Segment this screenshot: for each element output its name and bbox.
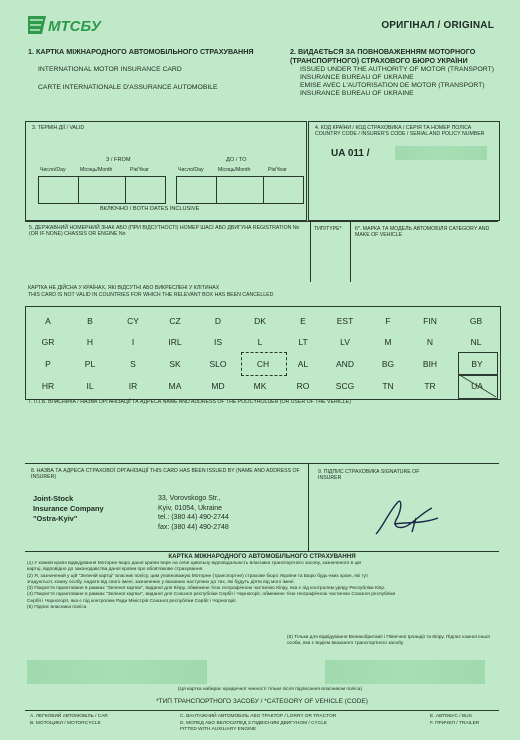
country-i: I (131, 337, 135, 347)
insurer-address-line-2: Kyiv, 01054, Ukraine (158, 504, 223, 512)
country-p: P (45, 359, 51, 369)
footer-title: КАРТКА МІЖНАРОДНОГО АВТОМОБІЛЬНОГО СТРАХУВАННЯ (168, 553, 356, 560)
category-a: A. ЛЕГКОВИЙ АВТОМОБІЛЬ / CAR (30, 714, 108, 719)
category-b: B. МОТОЦИКЛ / MOTORCYCLE (30, 721, 101, 726)
original-label: ОРИГІНАЛ / ORIGINAL (381, 20, 494, 31)
insurer-name (33, 494, 104, 524)
country-tr: TR (424, 381, 436, 391)
country-l: L (257, 337, 263, 347)
insurer-address-line-4: fax: (380 44) 490-2748 (158, 523, 229, 531)
validity-box (25, 121, 307, 221)
footer-note-5: (3) Покриття гарантоване в рамках "Зеленої картки", виданої для Кіпру, обмежене тією географічною частиною Кіпру, яка є під контролем уряду Республіки Кіпр. (27, 586, 386, 592)
policy-code-value: UA 011 / (331, 148, 370, 159)
footer-note-6: (4) Покриття гарантоване в рамках "Зеленої картки", виданої для Союзної республіки Сербії і Чорногорії, обмежене тією географічною частиною Союзної республіки (27, 592, 396, 598)
insurer-address-line-1: 33, Vorovskogo Str., (158, 495, 221, 502)
country-nl: NL (470, 337, 482, 347)
category-c: C. ВАНТАЖНИЙ АВТОМОБІЛЬ АБО ТРАКТОР / LORRY OR TRACTOR (180, 714, 337, 719)
country-m: M (384, 337, 392, 347)
country-est: EST (336, 316, 354, 326)
to-date-fields (176, 176, 304, 204)
countries-note-en: THIS CARD IS NOT VALID IN COUNTRIES FOR WHICH THE RELEVANT BOX HAS BEEN CANCELLED (28, 292, 274, 298)
vehicle-category-divider (25, 710, 499, 711)
footer-note-2: картці, відповідно до законодавства даної країни про обов'язкове страхування. (27, 567, 204, 573)
to-label: ДО / TO (226, 157, 247, 163)
vehicle-type-label: ТИП/TYPE* (314, 226, 342, 232)
country-gr: GR (41, 337, 55, 347)
issued-ua: 2. ВИДАЄТЬСЯ ЗА ПОВНОВАЖЕННЯМ МОТОРНОГО (ТРАНСПОРТНОГО) СТРАХОВОГО БЮРО УКРАЇНИ (290, 47, 476, 65)
card-title-fr: CARTE INTERNATIONALE D'ASSURANCE AUTOMOBILE (38, 84, 218, 91)
holder-signature-redacted (27, 660, 207, 684)
country-b: B (87, 316, 93, 326)
country-ro: RO (296, 381, 310, 391)
insurer-address (158, 494, 229, 532)
category-e: E. АВТОБУС / BUS (430, 714, 472, 719)
to-year-label: Рік/Year (268, 167, 287, 173)
from-date-fields (38, 176, 166, 204)
inclusive-label: ВКЛЮЧНО / BOTH DATES INCLUSIVE (100, 206, 200, 212)
footer-notes (27, 561, 497, 611)
country-n: N (426, 337, 434, 347)
category-f: F. ПРИЧЕП / TRAILER (430, 721, 480, 726)
from-label: З / FROM (106, 157, 131, 163)
to-day-label: Число/Day (178, 167, 204, 173)
footer-note-6-uk-cyprus: (6) Тільки для відвідування Великобританії і Північної Ірландії та Кіпру. Підпис кожної іншої особи, яка є водієм вказаного транспортного засобу (287, 635, 490, 647)
country-pl: PL (84, 359, 96, 369)
policy-number-redacted (395, 146, 487, 160)
country-is: IS (213, 337, 223, 347)
country-cy: CY (127, 316, 139, 326)
footer-note-7: Сербії і Чорногорії, яка є під контролем Ради Міністрів Союзної республіки Сербії і Чорногорії. (27, 598, 237, 604)
issued-en: ISSUED UNDER THE AUTHORITY OF MOTOR (TRANSPORT) INSURANCE BUREAU OF UKRAINE (300, 66, 494, 81)
country-e: E (300, 316, 306, 326)
category-d: D. МОПЕД АБО ВЕЛОСИПЕД З ПІДВІСНИМ ДВИГУНОМ / CYCLE FITTED WITH AUXILIARY ENGINE (180, 721, 328, 733)
insurer-label: 8. НАЗВА ТА АДРЕСА СТРАХОВОЇ ОРГАНІЗАЦІЇ THIS CARD HAS BEEN ISSUED BY (NAME AND ADDRESS OF INSURER) (31, 468, 300, 481)
country-sk: SK (169, 359, 181, 369)
card-title-ua: 1. КАРТКА МІЖНАРОДНОГО АВТОМОБІЛЬНОГО СТРАХУВАННЯ (28, 47, 254, 56)
country-il: IL (86, 381, 94, 391)
country-bih: BIH (422, 359, 438, 369)
country-a: A (45, 316, 51, 326)
footer-note-4: згадуються, кожну особу, надати від свого імені, зазначених у вказаних наступних до тих, які будуть діяти від мого імені. (27, 579, 295, 585)
country-lt: LT (298, 337, 308, 347)
signature-label: 9. ПІДПИС СТРАХОВИКА SIGNATURE OF INSURER (318, 469, 420, 482)
country-s: S (130, 359, 136, 369)
country-scg: SCG (335, 381, 355, 391)
from-day-label: Число/Day (40, 167, 66, 173)
logo-text: МТСБУ (48, 18, 101, 35)
to-month-label: Місяць/Month (218, 167, 251, 173)
country-hr: HR (41, 381, 55, 391)
issued-fr: EMISE AVEC L'AUTORISATION DE MOTOR (TRANSPORT) INSURANCE BUREAU OF UKRAINE (300, 82, 485, 97)
country-md: MD (211, 381, 225, 391)
country-ir: IR (128, 381, 138, 391)
country-fin: FIN (423, 316, 437, 326)
country-mk: MK (253, 381, 267, 391)
country-ma: MA (168, 381, 182, 391)
country-bg: BG (381, 359, 395, 369)
country-and: AND (336, 359, 354, 369)
validity-label: 3. ТЕРМІН ДІЇ / VALID (32, 125, 85, 131)
country-grid (25, 306, 501, 400)
insurer-name-line-1: Joint-Stock (33, 494, 74, 503)
card-title-en: INTERNATIONAL MOTOR INSURANCE CARD (38, 66, 182, 73)
country-h: H (86, 337, 94, 347)
driver-signature-redacted (325, 660, 485, 684)
policyholder-label: 7. П.І.Б. ВЛАСНИКА / НАЗВА ОРГАНІЗАЦІЇ ТА АДРЕСА NAME AND ADDRESS OF THE POLICYHOLDER (OR USER OF THE VEHICLE) (28, 399, 351, 405)
insurer-name-line-3: "Ostra-Kyiv" (33, 514, 78, 523)
insurer-address-line-3: tel.: (380 44) 490-2744 (158, 514, 229, 522)
country-ua: UA (471, 381, 483, 391)
footer-note-8: (5) Підпис власника поліса (27, 605, 87, 611)
insurer-name-line-2: Insurance Company (33, 504, 104, 513)
country-slo: SLO (209, 359, 227, 369)
country-ch: CH (256, 359, 270, 369)
vehicle-category-title: *ТИП ТРАНСПОРТНОГО ЗАСОБУ / *CATEGORY OF VEHICLE (CODE) (156, 698, 368, 705)
countries-note-ua: КАРТКА НЕ ДІЙСНА У КРАЇНАХ, ЯКІ ВІДСУТНІ АБО ВИКРЕСЛЕНІ У КЛІТИНАХ (28, 285, 220, 291)
country-al: AL (297, 359, 309, 369)
footer-note-1: (1) У кожній країні відвідування Моторне бюро даної країни бере на себе цивільну відповідальність власника транспортного засобу, зазначеного в цій (27, 561, 361, 566)
registration-row (25, 221, 498, 282)
footer-section (25, 551, 499, 712)
country-gb: GB (469, 316, 483, 326)
footer-note-3: (2) Я, зазначений у цій "Зеленій картці" власник полісу, цим уповноважую Моторне (транспортне) страхове бюро України та Бюро будь-яких країн, які тут (27, 573, 369, 579)
policy-code-box (308, 121, 500, 221)
insurer-signature (372, 488, 442, 543)
footer-sign-note: (Ця картка набирає юридичної чинності тільки після підписання власником поліса) (177, 687, 363, 692)
registration-label: 5. ДЕРЖАВНИЙ НОМЕРНИЙ ЗНАК АБО (ПРИ ВІДСУТНОСТІ) НОМЕР ШАСІ АБО ДВИГУНА REGISTRATION No (OR IF NONE) CHASSIS OR ENGINE No (29, 225, 300, 238)
mtsbu-logo (28, 14, 106, 36)
from-year-label: Рік/Year (130, 167, 149, 173)
country-irl: IRL (168, 337, 182, 347)
country-lv: LV (340, 337, 350, 347)
from-month-label: Місяць/Month (80, 167, 113, 173)
vehicle-make-label: 6*. МАРКА ТА МОДЕЛЬ АВТОМОБІЛЯ CATEGORY AND MAKE OF VEHICLE (355, 226, 490, 239)
country-tn: TN (382, 381, 394, 391)
country-dk: DK (254, 316, 266, 326)
country-f: F (385, 316, 391, 326)
country-d: D (214, 316, 222, 326)
policy-code-label: 4. КОД КРАЇНИ / КОД СТРАХОВИКА / СЕРІЯ ТА НОМЕР ПОЛІСА COUNTRY CODE / INSURER'S CODE / SERIAL AND POLICY NUMBER (315, 125, 485, 138)
country-by: BY (471, 359, 483, 369)
country-cz: CZ (169, 316, 181, 326)
